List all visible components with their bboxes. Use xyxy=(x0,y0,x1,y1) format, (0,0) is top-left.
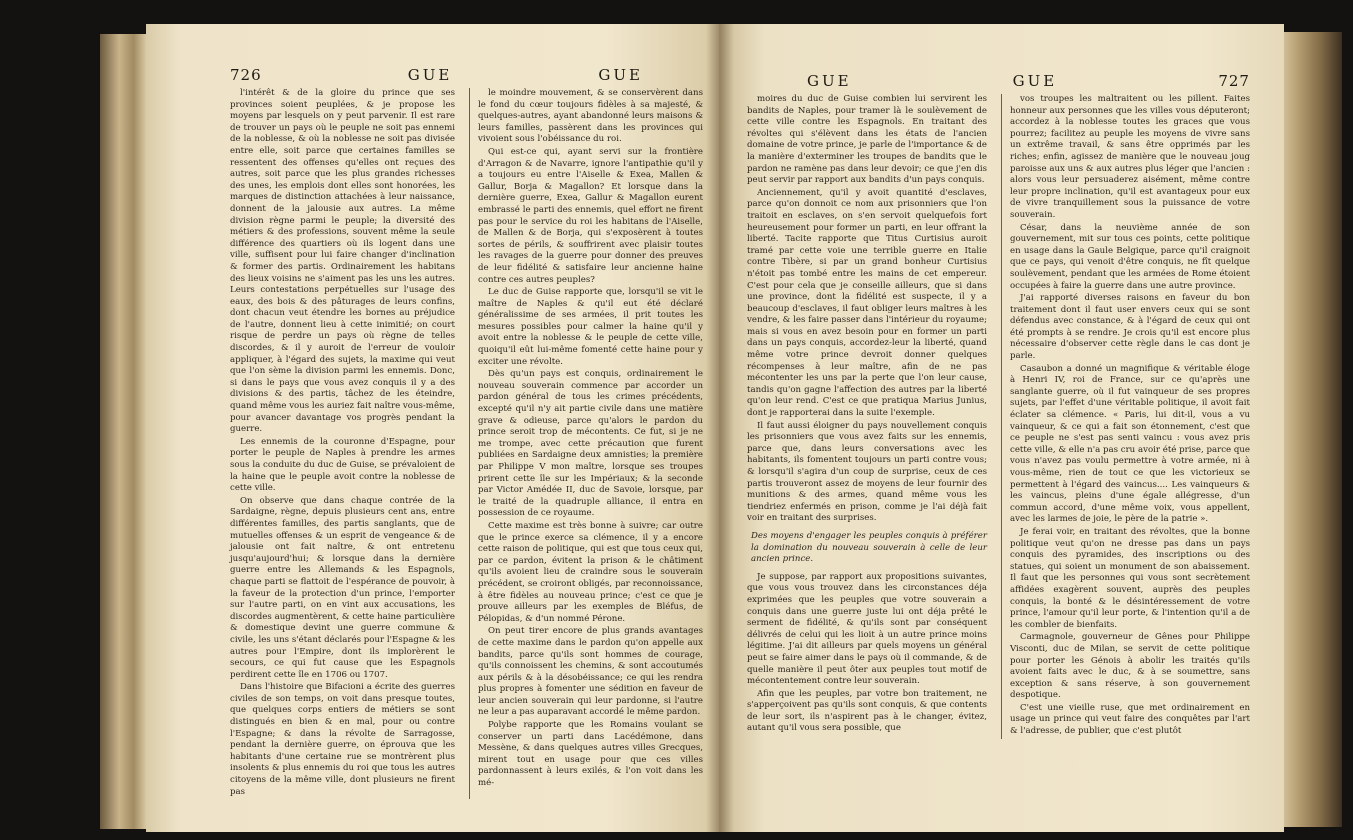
paragraph: Dans l'histoire que Bifacioni a écrite des guerres civiles de son temps, on voit dans presque toutes, que quelques corps entiers de métiers se sont distingués en bien & en mal, pour ou contre l'Espagne; & dans la révolte de Sarragosse, pendant la dernière guerre, on éprouva que les habitants d'une certaine rue se montrèrent plus insolents & plus ennemis du roi que tous les autres citoyens de la même ville, dont plusieurs ne firent pas xyxy=(230,682,455,797)
text-column xyxy=(747,94,987,739)
page-number: 727 xyxy=(1218,72,1250,90)
paragraph: Dès qu'un pays est conquis, ordinairement le nouveau souverain commence par accorder un pardon général de tous les crimes précédents, excepté qu'il n'y ait partie civile dans une matière grave & odieuse, parce qu'alors le pardon du prince seroit trop de mécontents. Ce fut, si je ne me trompe, avec cette précaution que furent publiées en Sardaigne deux amnisties; la première par Philippe V mon maître, lorsque ses troupes prirent cette île sur les Impériaux; & la seconde par Victor Amédée II, duc de Savoie, lorsque, par le traité de la quadruple alliance, il entra en possession de ce royaume. xyxy=(478,369,703,519)
paragraph: Il faut aussi éloigner du pays nouvellement conquis les prisonniers que vous avez faits sur les ennemis, parce que, dans leurs conversations avec les habitants, ils fomentent toujours un parti contre vous; & lorsqu'il s'agira d'un coup de surprise, ceux de ces partis trouveront assez de moyens de leur fournir des munitions & des armes, quand même vous les tiendriez enfermés en prison, comme je l'ai déjà fait voir en traitant des surprises. xyxy=(747,420,987,524)
paragraph: On peut tirer encore de plus grands avantages de cette maxime dans le pardon qu'on appelle aux bandits, parce qu'ils sont hommes de courage, qu'ils connoissent les chemins, & sont accoutumés aux périls & à la désobéissance; ce qui les rendra plus propres à fomenter une sédition en faveur de leur ancien souverain qui leur pardonne, si l'autre ne leur a pas auparavant accordé le même pardon. xyxy=(478,626,703,718)
paragraph: l'intérêt & de la gloire du prince que ses provinces soient peuplées, & je propose les moyens par lesquels on y peut parvenir. Il est rare de trouver un pays où le peuple ne soit pas ennemi de la noblesse, & où la noblesse ne soit pas divisée entre elle, soit parce que certaines familles se ressentent des offenses qu'elles ont reçues des autres, soit parce que les plus grandes richesses des unes, les emplois dont elles sont honorées, les marques de distinction attachées à leur naissance, donnent de la jalousie aux autres. La même division règne parmi le peuple; la diversité des métiers & des professions, souvent même la seule différence des quartiers où ils logent dans une ville, suffisent pour lui faire changer d'inclination & former des partis. Ordinairement les habitans des lieux voisins ne s'aiment pas les uns les autres. Leurs contestations perpétuelles sur l'usage des eaux, des bois & des pâturages de leurs confins, dont chacun veut étendre les bornes au préjudice de l'autre, donnent lieu à cette inimitié; on court risque de perdre un pays où règne de telles discordes, & il y auroit de l'erreur de vouloir appliquer, à l'égard des sujets, la maxime qui veut que l'on sème la division parmi les ennemis. Donc, si dans le pays que vous avez conquis il y a des divisions & des partis, tâchez de les éteindre, quand même vous les auriez fait naître vous-même, pour avancer davantage vos progrès pendant la guerre. xyxy=(230,88,455,435)
paragraph: moires du duc de Guise combien lui servirent les bandits de Naples, pour tramer là le soulèvement de cette ville contre les Espagnols. En traitant des révoltes qui s'élèvent dans les états de l'ancien domaine de votre prince, je parle de l'importance & de la manière d'exterminer les troupes de bandits que le pardon ne ramène pas dans leur devoir; ce que j'en dis peut servir par rapport aux bandits d'un pays conquis. xyxy=(747,94,987,186)
running-head-word: GUE xyxy=(807,72,852,90)
paragraph: Polybe rapporte que les Romains voulant se conserver un parti dans Lacédémone, dans Messène, & dans quelques autres villes Grecques, mirent tout en usage pour que ces villes pardonnassent à leurs exilés, & l'on voit dans les mé- xyxy=(478,720,703,789)
paragraph: Les ennemis de la couronne d'Espagne, pour porter le peuple de Naples à prendre les armes sous la conduite du duc de Guise, se prévaloient de la haine que le peuple avoit contre la noblesse de cette ville. xyxy=(230,436,455,494)
paragraph: César, dans la neuvième année de son gouvernement, mit sur tous ces points, cette politique en usage dans la Gaule Belgique, parce qu'il craignoit que ce pays, qui venoit d'être conquis, ne fît quelque soulèvement, pendant que les armées de Rome étoient occupées à faire la guerre dans une autre province. xyxy=(1010,222,1250,291)
paragraph: Cette maxime est très bonne à suivre; car outre que le prince exerce sa clémence, il y a encore cette raison de politique, qui est que tous ceux qui, par ce pardon, évitent la prison & le châtiment qu'ils avoient lieu de craindre sous le souverain précédent, se croiront obligés, par reconnoissance, à être fidèles au nouveau prince; c'est ce que je prouve ailleurs par les exemples de Bléfus, de Pélopidas, & d'un nommé Pérone. xyxy=(478,520,703,624)
book-gutter xyxy=(706,24,734,832)
text-column xyxy=(469,88,703,799)
right-page-edges xyxy=(1276,32,1342,827)
section-heading: Des moyens d'engager les peuples conquis à préférer la domination du nouveau souverain à celle de leur ancien prince. xyxy=(751,530,987,565)
page-number: 726 xyxy=(230,66,262,84)
paragraph: Je ferai voir, en traitant des révoltes, que la bonne politique veut qu'on ne dresse pas dans un pays conquis des pyramides, des inscriptions ou des statues, qui soient un monument de son abaissement. Il faut que les personnes qui vous sont secrètement affidées exagèrent souvent, auprès des peuples conquis, la bonté & le désintéressement de votre prince, l'amour qu'il leur porte, & l'intention qu'il a de les combler de bienfaits. xyxy=(1010,526,1250,630)
paragraph: Le duc de Guise rapporte que, lorsqu'il se vit le maître de Naples & qu'il eut été déclaré généralissime de ses armées, il prit toutes les mesures possibles pour calmer la haine qu'il y avoit entre la noblesse & le peuple de cette ville, quoiqu'il eût lui-même fomenté cette haine pour y exciter une révolte. xyxy=(478,287,703,367)
paragraph: vos troupes les maltraitent ou les pillent. Faites honneur aux personnes que les villes vous députeront; accordez à la noblesse toutes les graces que vous pourrez; facilitez au peuple les moyens de vivre sans un extrême travail, & sans être opprimés par les riches; enfin, agissez de manière que le nouveau joug paroisse aux uns & aux autres plus léger que l'ancien : alors vous leur persuaderez aisément, même contre leur propre inclination, qu'il est avantageux pour eux de vivre tranquillement sous la puissance de votre souverain. xyxy=(1010,94,1250,220)
paragraph: Carmagnole, gouverneur de Gênes pour Philippe Visconti, duc de Milan, se servit de cette politique pour porter les Génois à abolir les traités qu'ils avoient faits avec le duc, & à se soumettre, sans exception & sans réserve, à son gouvernement despotique. xyxy=(1010,632,1250,701)
left-page-edges xyxy=(100,34,148,829)
paragraph: C'est une vieille ruse, que met ordinairement en usage un prince qui veut faire des conquêtes par l'art & l'adresse, de publier, que c'est plutôt xyxy=(1010,702,1250,737)
right-page xyxy=(719,24,1284,832)
running-head-word: GUE xyxy=(1012,72,1058,90)
open-book xyxy=(100,24,1280,834)
running-head-word: GUE xyxy=(598,66,643,84)
running-head-word: GUE xyxy=(407,66,453,84)
left-page xyxy=(146,24,721,832)
paragraph: Je suppose, par rapport aux propositions suivantes, que vous vous trouvez dans les circonstances déja exprimées que les peuples que votre souverain a conquis dans une guerre juste lui ont déja prêté le serment de fidélité, & qu'ils sont par conséquent délivrés de celui qui les lioit à un autre prince moins légitime. J'ai dit ailleurs par quels moyens un général peut se faire aimer dans le pays où il commande, & de quelle manière il peut ôter aux peuples tout motif de mécontentement contre leur souverain. xyxy=(747,571,987,687)
paragraph: Afin que les peuples, par votre bon traitement, ne s'apperçoivent pas qu'ils sont conquis, & que contents de leur sort, ils n'aspirent pas à le changer, évitez, autant qu'il vous sera possible, que xyxy=(747,688,987,734)
text-column xyxy=(230,88,455,799)
paragraph: Casaubon a donné un magnifique & véritable éloge à Henri IV, roi de France, sur ce qu'après une sanglante guerre, où il fut vainqueur de ses propres sujets, par l'effet d'une véritable politique, il avoit fait éclater sa clémence. « Paris, lui dit-il, vous a vu vainqueur, & ce qui a fait son étonnement, c'est que ce peuple ne s'est pas senti vaincu : vous avez pris cette ville, & elle n'a pas cru avoir été prise, parce que vous n'avez pas voulu permettre à votre armée, ni à vous-même, rien de tout ce que les victorieux se permettent à l'égard des vaincus.... Les vainqueurs & les vaincus, pleins d'une égale allégresse, d'un commun accord, d'une même voix, vous appellent, avec les larmes de joie, le père de la patrie ». xyxy=(1010,363,1250,525)
text-column xyxy=(1001,94,1250,739)
paragraph: On observe que dans chaque contrée de la Sardaigne, règne, depuis plusieurs cent ans, entre différentes familles, des partis sanglants, que de mutuelles offenses & un esprit de vengeance & de jalousie ont fait naître, & ont entretenu jusqu'aujourd'hui; & lorsque dans la dernière guerre entre les Allemands & les Espagnols, chaque parti se flattoit de l'espérance de pouvoir, à la faveur de la protection d'un prince, l'emporter sur l'autre parti, on en vint aux accusations, les discordes augmentèrent, & cette haine particulière & domestique devint une guerre commune & civile, les uns s'étant déclarés pour l'Espagne & les autres pour l'Empire, dont ils implorèrent le secours, ce qui fut cause que les Espagnols perdirent cette île en 1706 ou 1707. xyxy=(230,495,455,680)
paragraph: Anciennement, qu'il y avoit quantité d'esclaves, parce qu'on donnoit ce nom aux prisonniers que l'on traitoit en esclaves, on s'en servoit quelquefois fort heureusement pour former un parti, en leur offrant la liberté. Tacite rapporte que Titus Curtisius auroit tramé par cette voie une terrible guerre en Italie contre Tibère, si par un grand bonheur Curtisius n'étoit pas tombé entre les mains de cet empereur. C'est pour cela que je conseille ailleurs, que si dans une province, dont la fidélité est suspecte, il y a beaucoup d'esclaves, il faut obliger leurs maîtres à les vendre, & les faire passer dans l'intérieur du royaume; mais si vous en avez besoin pour en former un parti dans un pays conquis, accordez-leur la liberté, quand même votre prince devroit donner quelques récompenses à leur maître, afin de ne pas mécontenter les uns par la perte que l'on leur cause, tandis qu'on gagne l'affection des autres par la liberté qu'on leur rend. C'est ce que pratiqua Marius Junius, dont je rapporterai dans la suite l'exemple. xyxy=(747,187,987,419)
paragraph: Qui est-ce qui, ayant servi sur la frontière d'Arragon & de Navarre, ignore l'antipathie qu'il y a toujours eu entre l'Aiselle & Exea, Mallen & Gallur, Borja & Magallon? Et lorsque dans la dernière guerre, Exea, Gallur & Magallon eurent embrassé le parti des ennemis, quel effort ne firent pas pour le service du roi les habitans de l'Aiselle, de Mallen & de Borja, qui s'exposèrent à toutes sortes de périls, & souffrirent avec plaisir toutes les ravages de la guerre pour donner des preuves de leur fidélité & satisfaire leur ancienne haine contre ces autres peuples? xyxy=(478,146,703,285)
paragraph: le moindre mouvement, & se conservèrent dans le fond du cœur toujours fidèles à sa majesté, & quelques-autres, ayant abandonné leurs maisons & leurs familles, passèrent dans les provinces qui vivoient sous l'obéissance du roi. xyxy=(478,88,703,145)
left-running-head xyxy=(230,66,703,84)
right-running-head xyxy=(747,72,1250,90)
paragraph: J'ai rapporté diverses raisons en faveur du bon traitement dont il faut user envers ceux qui se sont défendus avec constance, & à l'égard de ceux qui ont été prompts à se rendre. Je crois qu'il est encore plus nécessaire d'observer cette règle dans le cas dont je parle. xyxy=(1010,293,1250,362)
